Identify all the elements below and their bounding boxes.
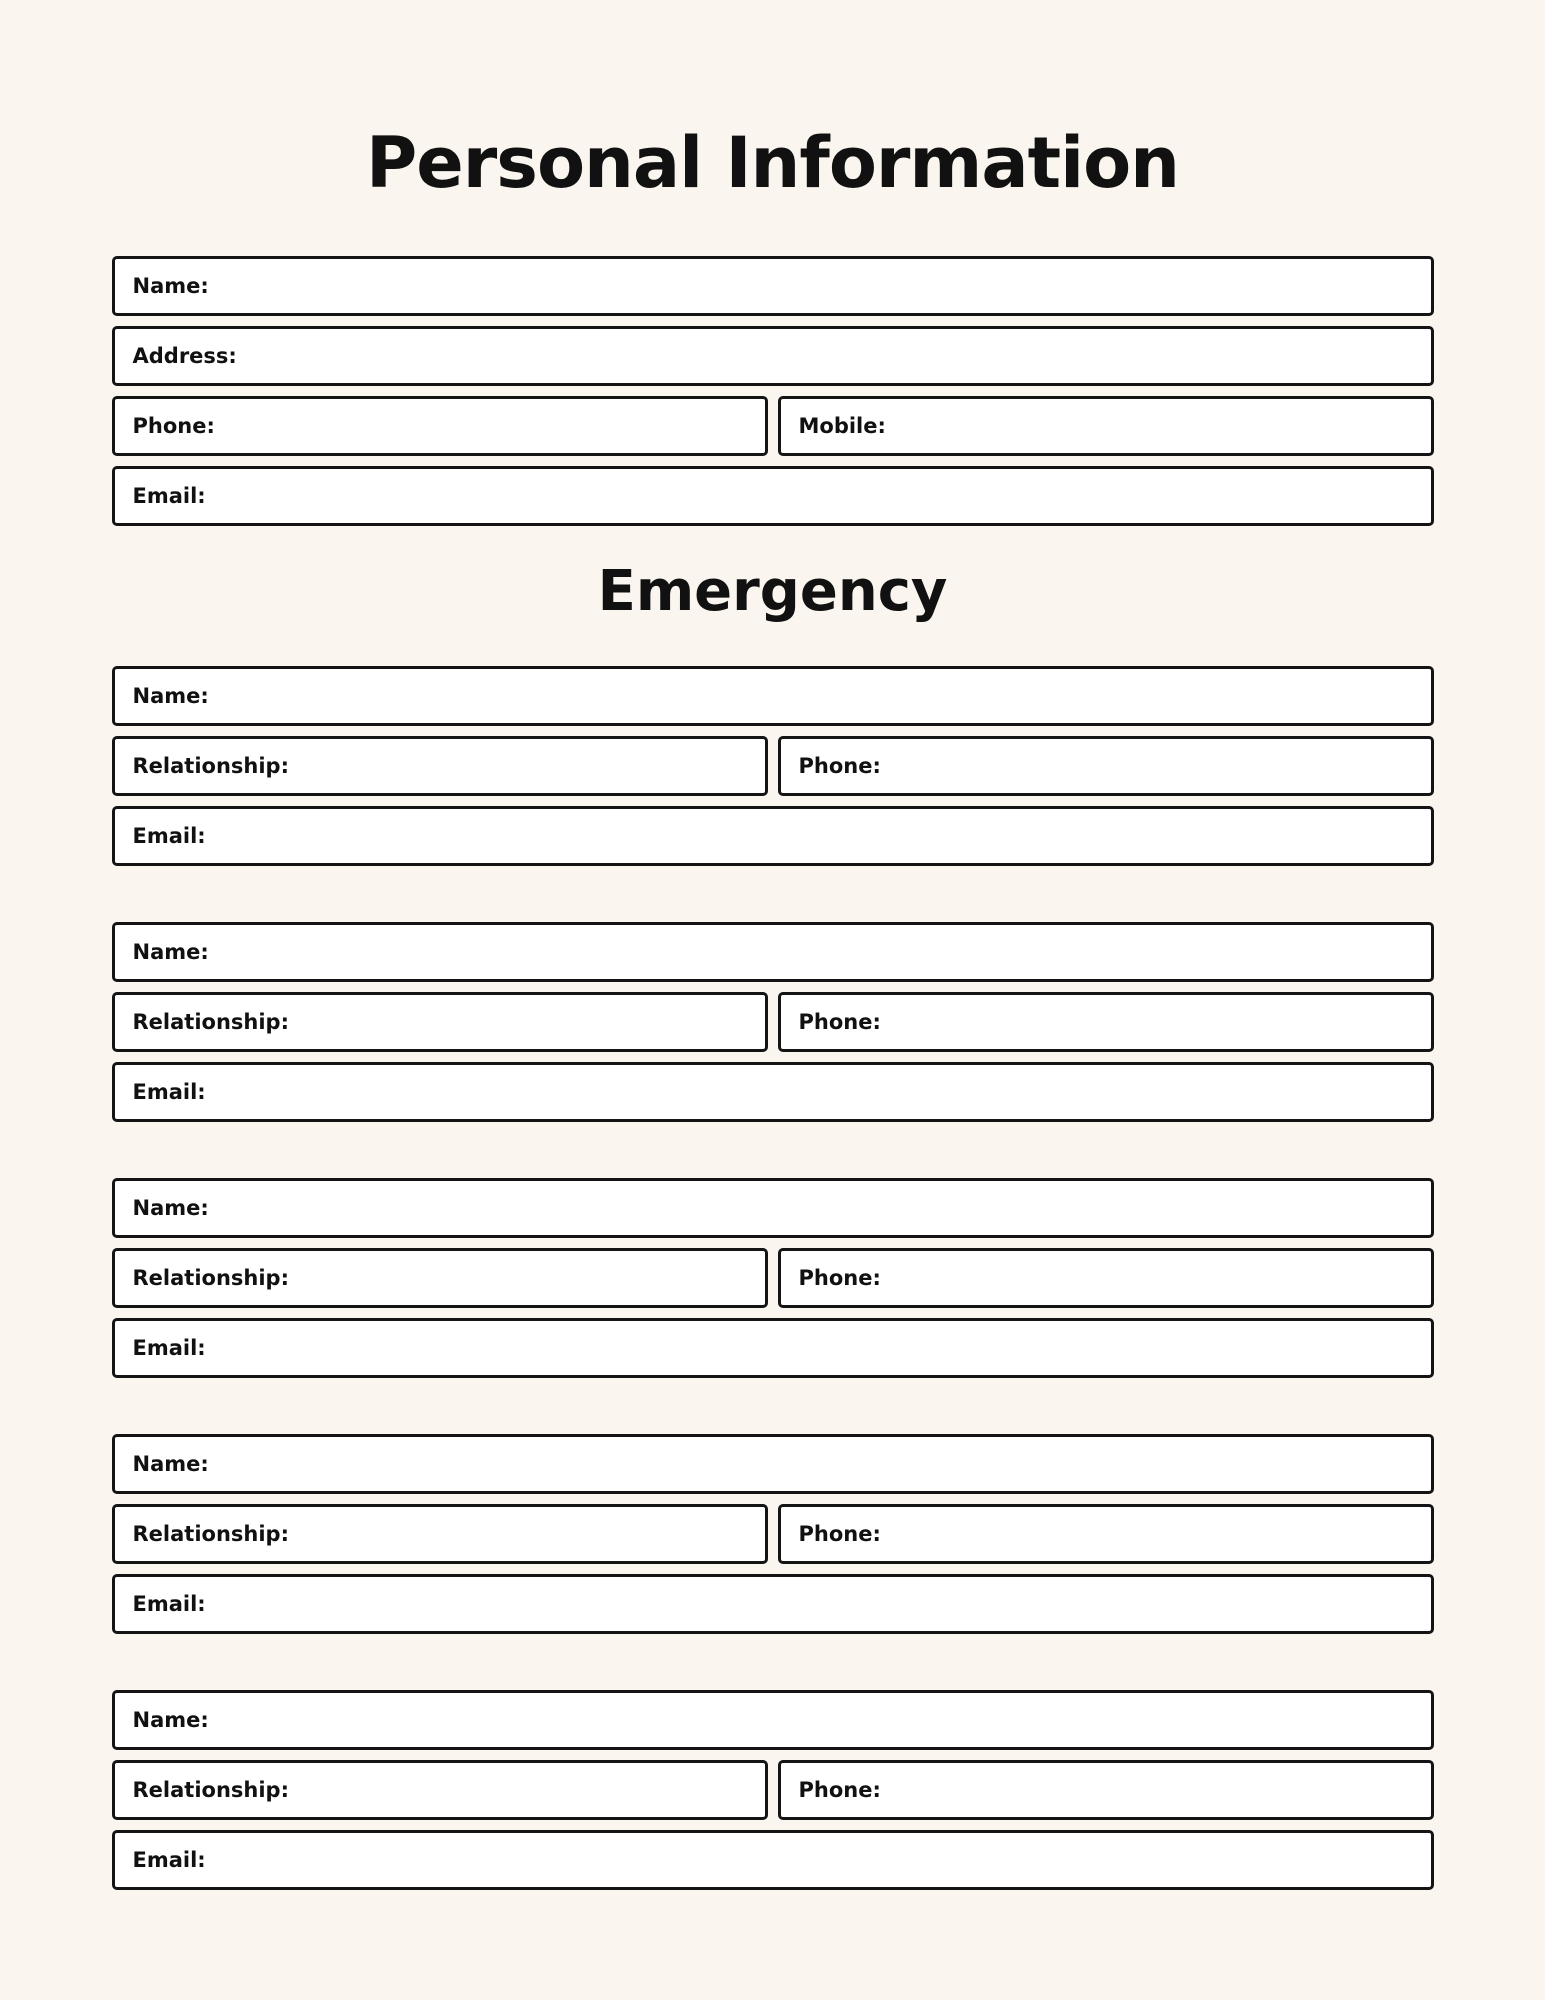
contact-3-email-label: Email:: [132, 1336, 206, 1360]
contact-5-phone-field[interactable]: [778, 1760, 1434, 1820]
contact-4-relationship-label: Relationship:: [132, 1522, 289, 1546]
contact-5-email-field[interactable]: [112, 1830, 1434, 1890]
contact-4-email-field[interactable]: [112, 1574, 1434, 1634]
contact-4-name-label: Name:: [132, 1452, 209, 1476]
emergency-contact-1: [112, 666, 1434, 866]
contact-5-relationship-label: Relationship:: [132, 1778, 289, 1802]
name-field[interactable]: [112, 256, 1434, 316]
contact-3-name-field[interactable]: [112, 1178, 1434, 1238]
contact-3-relationship-field[interactable]: [112, 1248, 768, 1308]
contact-1-phone-field[interactable]: [778, 736, 1434, 796]
contact-2-relationship-label: Relationship:: [132, 1010, 289, 1034]
phone-label: Phone:: [132, 414, 215, 438]
address-label: Address:: [132, 344, 237, 368]
name-label: Name:: [132, 274, 209, 298]
contact-2-phone-field[interactable]: [778, 992, 1434, 1052]
contact-1-name-label: Name:: [132, 684, 209, 708]
emergency-contact-5: [112, 1690, 1434, 1890]
contact-5-name-field[interactable]: [112, 1690, 1434, 1750]
contact-3-name-label: Name:: [132, 1196, 209, 1220]
contact-1-relationship-label: Relationship:: [132, 754, 289, 778]
emergency-heading: Emergency: [597, 559, 948, 624]
contact-2-name-label: Name:: [132, 940, 209, 964]
contact-4-email-label: Email:: [132, 1592, 206, 1616]
contact-5-email-label: Email:: [132, 1848, 206, 1872]
contact-4-phone-field[interactable]: [778, 1504, 1434, 1564]
contact-3-email-field[interactable]: [112, 1318, 1434, 1378]
contact-4-relationship-field[interactable]: [112, 1504, 768, 1564]
contact-1-email-label: Email:: [132, 824, 206, 848]
emergency-contacts-section: [112, 666, 1434, 1890]
contact-5-name-label: Name:: [132, 1708, 209, 1732]
phone-field[interactable]: [112, 396, 768, 456]
address-field[interactable]: [112, 326, 1434, 386]
personal-info-section: [112, 256, 1434, 526]
contact-2-name-field[interactable]: [112, 922, 1434, 982]
contact-5-relationship-field[interactable]: [112, 1760, 768, 1820]
contact-5-phone-label: Phone:: [798, 1778, 881, 1802]
contact-2-relationship-field[interactable]: [112, 992, 768, 1052]
contact-1-relationship-field[interactable]: [112, 736, 768, 796]
contact-1-name-field[interactable]: [112, 666, 1434, 726]
contact-3-phone-label: Phone:: [798, 1266, 881, 1290]
contact-3-phone-field[interactable]: [778, 1248, 1434, 1308]
contact-4-name-field[interactable]: [112, 1434, 1434, 1494]
emergency-contact-4: [112, 1434, 1434, 1634]
contact-2-phone-label: Phone:: [798, 1010, 881, 1034]
contact-3-relationship-label: Relationship:: [132, 1266, 289, 1290]
contact-2-email-field[interactable]: [112, 1062, 1434, 1122]
email-label: Email:: [132, 484, 206, 508]
contact-4-phone-label: Phone:: [798, 1522, 881, 1546]
contact-1-email-field[interactable]: [112, 806, 1434, 866]
page-title: Personal Information: [366, 122, 1179, 204]
form-sheet: [112, 0, 1434, 1890]
email-field[interactable]: [112, 466, 1434, 526]
mobile-field[interactable]: [778, 396, 1434, 456]
mobile-label: Mobile:: [798, 414, 886, 438]
contact-2-email-label: Email:: [132, 1080, 206, 1104]
contact-1-phone-label: Phone:: [798, 754, 881, 778]
emergency-contact-3: [112, 1178, 1434, 1378]
emergency-contact-2: [112, 922, 1434, 1122]
